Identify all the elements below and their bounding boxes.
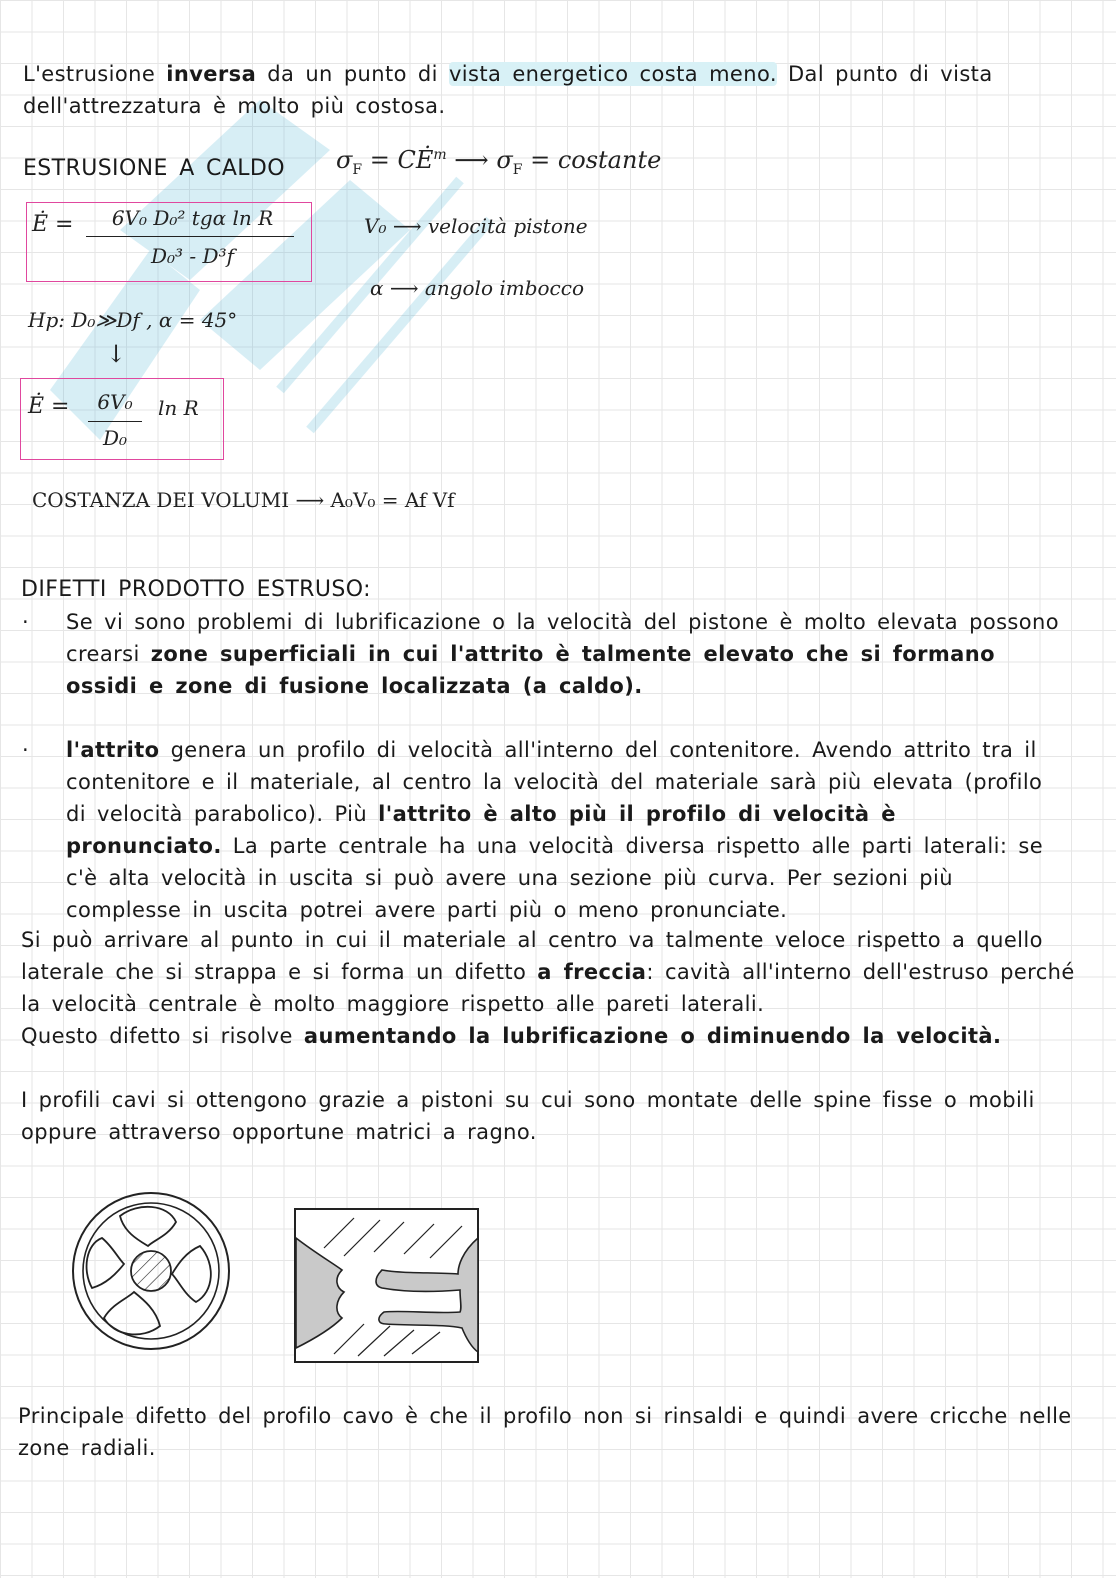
- defects-heading: DIFETTI PRODOTTO ESTRUSO:: [21, 577, 371, 602]
- hot-extrusion-heading: ESTRUSIONE A CALDO: [23, 156, 285, 181]
- intro-paragraph: L'estrusione inversa da un punto di vista energetico costa meno. Dal punto di vista dell'attrezzatura è molto più costosa.: [23, 62, 993, 118]
- bullet-2: ·: [22, 738, 29, 762]
- formula1-fraction-bar: [86, 236, 294, 237]
- arrow-defect-paragraph: Si può arrivare al punto in cui il materiale al centro va talmente veloce rispetto a quello laterale che si strappa e si forma un difetto a freccia: cavità all'interno dell'estruso perché la velocità centrale è molto maggiore rispetto alle pareti laterali.: [21, 928, 1075, 1016]
- formula2-ln: ln R: [158, 396, 199, 420]
- formula2-lhs: Ė =: [28, 394, 70, 419]
- alpha-legend: α ⟶ angolo imbocco: [370, 276, 584, 300]
- formula2-fraction-bar: [88, 421, 142, 422]
- hollow-defect-paragraph: Principale difetto del profilo cavo è che il profilo non si rinsaldi e quindi avere cricche nelle zone radiali.: [18, 1404, 1072, 1460]
- arrow-defect-sketch: [294, 1208, 480, 1364]
- formula1-lhs: Ė =: [32, 212, 74, 237]
- v0-legend: V₀ ⟶ velocità pistone: [364, 214, 588, 238]
- defect-point-2: l'attrito genera un profilo di velocità all'interno del contenitore. Avendo attrito tra il contenitore e il materiale, al centro la velocità del materiale sarà più elevata (profilo di velocità parabolico). Più l'attrito è alto più il profilo di velocità è pronunciato. La parte centrale ha una velocità diversa rispetto alle parti laterali: se c'è alta velocità in uscita si può avere una sezione più curva. Per sezioni più complesse in uscita potrei avere parti più o meno pronunciate.: [66, 738, 1044, 922]
- formula2-numerator: 6V₀: [97, 390, 133, 414]
- formula1-denominator: D₀³ - D³f: [151, 244, 234, 268]
- defect-point-1: Se vi sono problemi di lubrificazione o la velocità del pistone è molto elevata possono crearsi zone superficiali in cui l'attrito è talmente elevato che si formano ossidi e zone di fusione localizzata (a caldo).: [66, 610, 1059, 698]
- formula1-numerator: 6V₀ D₀² tgα ln R: [111, 206, 274, 230]
- defect-fix: Questo difetto si risolve aumentando la lubrificazione o diminuendo la velocità.: [21, 1024, 1002, 1048]
- volume-constancy: COSTANZA DEI VOLUMI ⟶ A₀V₀ = Af Vf: [32, 488, 455, 512]
- hypothesis: Hp: D₀≫Df , α = 45°: [28, 308, 238, 332]
- hollow-profiles-paragraph: I profili cavi si ottengono grazie a pistoni su cui sono montate delle spine fisse o mobili oppure attraverso opportune matrici a ragno.: [21, 1088, 1035, 1144]
- flow-stress-law: $\sigma_F$ = $CĖ^m$ ⟶ $\sigma_F$ = costante: [336, 146, 662, 178]
- spider-die-sketch: [68, 1188, 234, 1354]
- bullet-1: ·: [22, 610, 29, 634]
- hypothesis-arrow: ↓: [106, 340, 127, 368]
- formula2-denominator: D₀: [102, 426, 128, 450]
